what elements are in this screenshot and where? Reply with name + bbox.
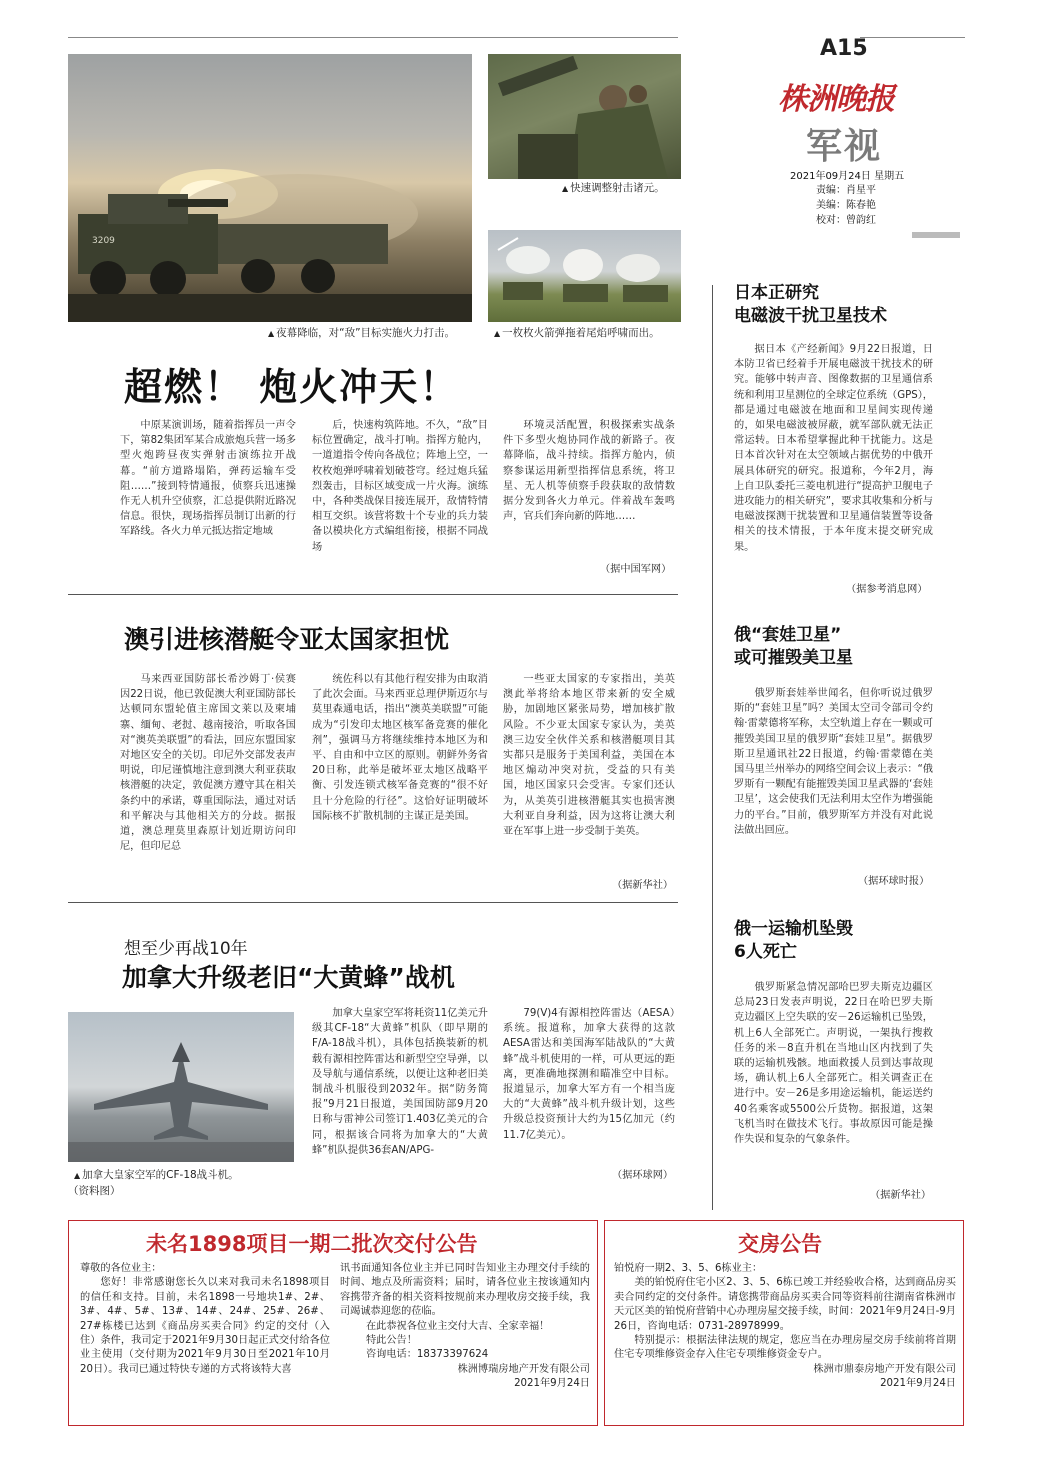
ad1-company: 株洲博瑞房地产开发有限公司: [457, 1363, 590, 1375]
masthead-bar: [912, 232, 960, 238]
ad1-wish: 在此恭祝各位业主交付大吉、全家幸福！: [366, 1320, 550, 1332]
rocket-photo-art: [488, 230, 681, 322]
article1-source: （据中国军网）: [600, 564, 672, 575]
article2-headline: 澳引进核潜艇令亚太国家担忧: [124, 625, 450, 654]
article3-col2: [503, 1006, 675, 1160]
soldiers-photo-art: [488, 54, 681, 179]
artillery-night-photo: [68, 54, 472, 322]
ad1-col2: [340, 1262, 590, 1422]
ad1-notice: 特此公告！: [366, 1335, 417, 1347]
cf18-photo-caption: ▲ 加拿大皇家空军的CF-18战斗机。: [74, 1168, 239, 1183]
side1-body-text: 据日本《产经新闻》9月22日报道，日本防卫省已经着手开展电磁波干扰技术的研究。能够中转声音、图像数据的卫星通信系统和利用卫星测位的全球定位系统（GPS），都是通过电磁波在地面和卫星间实现传递的，如果电磁波被屏蔽，就军部队就无法正常运转。日本希望掌握此种干扰能力。这是日本首次针对在太空领域占据优势的中俄开展具体研究的研究。报道称，今年2月，海上自卫队委托三菱电机进行“提高护卫舰电子进攻能力的相关研究”，要求其收集和分析与电磁波探测干扰装置和卫星通信装置等设备相关的技术情报，于本年度末提交研究成果。: [734, 344, 933, 553]
article1-col1: [120, 418, 296, 576]
side3-headline: 俄一运输机坠毁 6人死亡: [734, 919, 853, 962]
article2-col3-text: 一些亚太国家的专家指出，美英澳此举将给本地区带来新的安全威胁，加剧地区紧张局势，增加核扩散风险。不少亚太国家专家认为，美英澳三边安全伙伴关系和核潜艇项目其实都只是服务于美国利益，美国在本地区煽动冲突对抗，受益的只有美国，地区国家只会受害。专家们还认为，从美英引进核潜艇其实也损害澳大利亚自身利益，因为这将让澳大利亚在军事上进一步受制于美英。: [503, 674, 675, 838]
ad2-greeting: 铂悦府一期2、3、5、6栋业主：: [614, 1263, 763, 1274]
article3-col1: [312, 1006, 488, 1202]
article1-col3: [503, 418, 675, 576]
main-photo-caption: ▲ 夜幕降临，对“敌”目标实施火力打击。: [268, 326, 455, 341]
ad1-col1-text: 您好！非常感谢您长久以来对我司未名1898项目的信任和支持。目前，未名1898一号地块1#、2#、3#、4#、5#、13#、14#、24#、25#、26#、27#栋楼已达到《商品房买卖合同》约定的交付（入住）条件，我司定于2021年9月30日起正式交付给各位业主使用（交付期为2021年9月30日至2021年10月20日）。我司已通过特快专递的方式将该特大喜: [80, 1277, 330, 1375]
side3-body: [734, 980, 933, 1190]
side1-headline: 日本正研究 电磁波干扰卫星技术: [734, 283, 887, 326]
article2-col2: [312, 672, 488, 890]
page-number: A15: [820, 36, 868, 61]
right-bottom-photo-caption: ▲ 一枚枚火箭弹拖着尾焰呼啸而出。: [494, 326, 660, 341]
side3-body-text: 俄罗斯紧急情况部哈巴罗夫斯克边疆区总局23日发表声明说，22日在哈巴罗夫斯克边疆区上空失联的安－26运输机已坠毁，机上6人全部死亡。声明说，一架执行搜救任务的米－8直升机在当地山区内找到了失联的运输机残骸。地面救援人员到达事故现场，确认机上6人全部死亡。相关调查正在进行中。安－26是多用途运输机，能运送约40名乘客或5500公斤货物。据报道，这架飞机当时在做技术飞行。事故原因可能是操作失误和复杂的气象条件。: [734, 982, 933, 1146]
side2-headline: 俄“套娃卫星” 或可摧毁美卫星: [734, 625, 853, 668]
article1-rule: [68, 594, 678, 595]
logo-text: 株洲晚报: [778, 82, 894, 117]
ad2-title: 交房公告: [738, 1232, 822, 1256]
proof-credit: 校对：曾韵红: [816, 215, 876, 226]
article2-col2-text: 统佐科以有其他行程安排为由取消了此次会面。马来西亚总理伊斯迈尔与莫里森通电话，指出“澳英美联盟”可能成为“引发印太地区核军备竞赛的催化剂”，强调马方将继续维持本地区为和平、自由和中立区的原则。朝鲜外务省20日称，此举是破坏亚太地区战略平衡、引发连锁式核军备竞赛的“很不好且十分危险的行径”。这恰好证明破坏国际核不扩散机制的主谋正是美国。: [312, 674, 488, 822]
cf18-photo: [68, 1012, 294, 1162]
editor-credit: 责编：肖星平: [816, 185, 876, 196]
ad2-date: 2021年9月24日: [880, 1378, 956, 1390]
cf18-photo-credit: （资料图）: [68, 1185, 121, 1197]
article3-col1-text: 加拿大皇家空军将耗资11亿美元升级其CF-18“大黄蜂”机队（即早期的F/A-18战斗机），具体包括换装新的机载有源相控阵雷达和新型空空导弹，以及导航与通信系统，以便让这种老旧美制战斗机服役到2032年。据“防务简报”9月21日报道，美国国防部9月20日称与雷神公司签订1.403亿美元的合同，根据该合同将为加拿大的“大黄蜂”机队提供36套AN/APG-: [312, 1008, 488, 1156]
side2-source: （据环球时报）: [858, 876, 930, 887]
ad2-body-text: 美的铂悦府住宅小区2、3、5、6栋已竣工并经验收合格，达到商品房买卖合同约定的交付条件。请您携带商品房买卖合同等资料前往湖南省株洲市天元区美的铂悦府营销中心办理房屋交接手续，时间：2021年9月24日-9月26日，咨询电话：0731-28978999。: [614, 1277, 956, 1332]
article2-col1: [120, 672, 296, 890]
soldiers-aiming-photo: [488, 54, 681, 179]
side3-source: （据新华社）: [870, 1190, 932, 1201]
newspaper-logo: [778, 74, 913, 117]
ad1-greeting: 尊敬的各位业主：: [80, 1263, 162, 1274]
article2-rule: [68, 902, 678, 903]
side2-body: [734, 686, 933, 868]
ad1-col1: [80, 1262, 330, 1422]
side2-body-text: 俄罗斯套娃举世闻名，但你听说过俄罗斯的“套娃卫星”吗？美国太空司令部司令约翰·雷蒙德将军称，太空轨道上存在一颗或可摧毁美国卫星的俄罗斯“套娃卫星”。据俄罗斯卫星通讯社22日报道，约翰·雷蒙德在美国马里兰州举办的网络空间会议上表示：“俄罗斯有一颗配有能摧毁美国卫星武器的‘套娃卫星’，这会使我们无法利用太空作为增强能力的平台。”目前，俄罗斯军方并没有对此说法做出回应。: [734, 688, 933, 836]
column-divider: [712, 285, 713, 1210]
issue-date: 2021年09月24日 星期五: [790, 171, 905, 182]
article2-col3: [503, 672, 675, 872]
side1-source: （据参考消息网）: [846, 584, 928, 595]
ad2-tip: 特别提示：根据法律法规的规定，您应当在办理房屋交房手续前将首期住宅专项维修资金存入住宅专项维修资金专户。: [614, 1335, 956, 1361]
top-rule: [68, 37, 678, 38]
side1-body: [734, 342, 933, 578]
ad2-company: 株洲市鼎泰房地产开发有限公司: [813, 1363, 956, 1375]
ad1-col2-text: 讯书面通知各位业主并已同时告知业主办理交付手续的时间、地点及所需资料；届时，请各位业主按该通知内容携带齐备的相关资料按规前来办理收房交接手续，我司竭诚恭迎您的莅临。: [340, 1263, 590, 1318]
article2-col1-text: 马来西亚国防部长希沙姆丁·侯赛因22日说，他已敦促澳大利亚国防部长达顿同东盟轮值主席国文莱以及柬埔寨、缅甸、老挝、越南接洽，听取各国对“澳英美联盟”的看法，回应东盟国家对地区安全的关切。印尼外交部发表声明说，印尼谨慎地注意到澳大利亚获取核潜艇的决定，敦促澳方遵守其在相关条约中的承诺，尊重国际法，通过对话和平解决与其他相关方的分歧。据报道，澳总理莫里森原计划近期访问印尼，但印尼总: [120, 674, 296, 853]
article1-col2: [312, 418, 488, 576]
article3-col2-text: 79(V)4有源相控阵雷达（AESA）系统。报道称，加拿大获得的这款AESA雷达和美国海军陆战队的“大黄蜂”战斗机使用的一样，可从更远的距离，更准确地探测和瞄准空中目标。报道显示，加拿大军方有一个相当庞大的“大黄蜂”战斗机升级计划，这些升级总投资预计大约为15亿加元（约11.7亿美元）。: [503, 1008, 675, 1141]
article3-source: （据环球网）: [612, 1170, 674, 1181]
article1-col1-text: 中原某演训场，随着指挥员一声令下，第82集团军某合成旅炮兵营一场多型火炮跨昼夜实弹射击演练拉开战幕。“前方道路塌陷，弹药运输车受阻……”接到特情通报，侦察兵迅速操作无人机升空侦察，汇总提供附近路况信息。很快，现场指挥员制订出新的行军路线。各火力单元抵达指定地域: [120, 420, 296, 538]
ad2-body: [614, 1262, 956, 1422]
designer-credit: 美编：陈春艳: [816, 200, 876, 211]
artillery-photo-art: [68, 54, 472, 322]
article1-col3-text: 环境灵活配置，积极探索实战条件下多型火炮协同作战的新路子。夜幕降临，战斗持续。指挥方舱内，侦察参谋运用新型指挥信息系统，将卫星、无人机等侦察手段获取的敌情数据分发到各火力单元。伴着战车轰鸣声，官兵们奔向新的阵地……: [503, 420, 675, 523]
vehicle-number: 3209: [92, 236, 115, 246]
ad1-phone: 咨询电话：18373397624: [366, 1349, 489, 1361]
rocket-launch-photo: [488, 230, 681, 322]
ad1-date: 2021年9月24日: [514, 1378, 590, 1390]
section-title: 军视: [806, 125, 883, 167]
article3-kicker: 想至少再战10年: [124, 939, 248, 959]
article1-col2-text: 后，快速构筑阵地。不久，“敌”目标位置确定，战斗打响。指挥方舱内，一道道指令传向各战位；阵地上空，一枚枚炮弹呼啸着划破苍穹。经过炮兵猛烈轰击，目标区域变成一片火海。演练中，各种类战保目接连展开，敌情特情相互交织。该营将数十个专业的兵力装备以模块化方式编组衔接，根据不同战场: [312, 420, 488, 553]
article2-source: （据新华社）: [612, 880, 674, 891]
right-top-photo-caption: ▲ 快速调整射击诸元。: [562, 181, 665, 196]
article1-headline: 超燃！ 炮火冲天！: [124, 365, 460, 409]
article3-headline: 加拿大升级老旧“大黄蜂”战机: [122, 963, 455, 992]
cf18-photo-art: [68, 1012, 294, 1162]
top-rule-right: [860, 37, 965, 38]
ad1-title: 未名1898项目一期二批次交付公告: [146, 1232, 478, 1256]
